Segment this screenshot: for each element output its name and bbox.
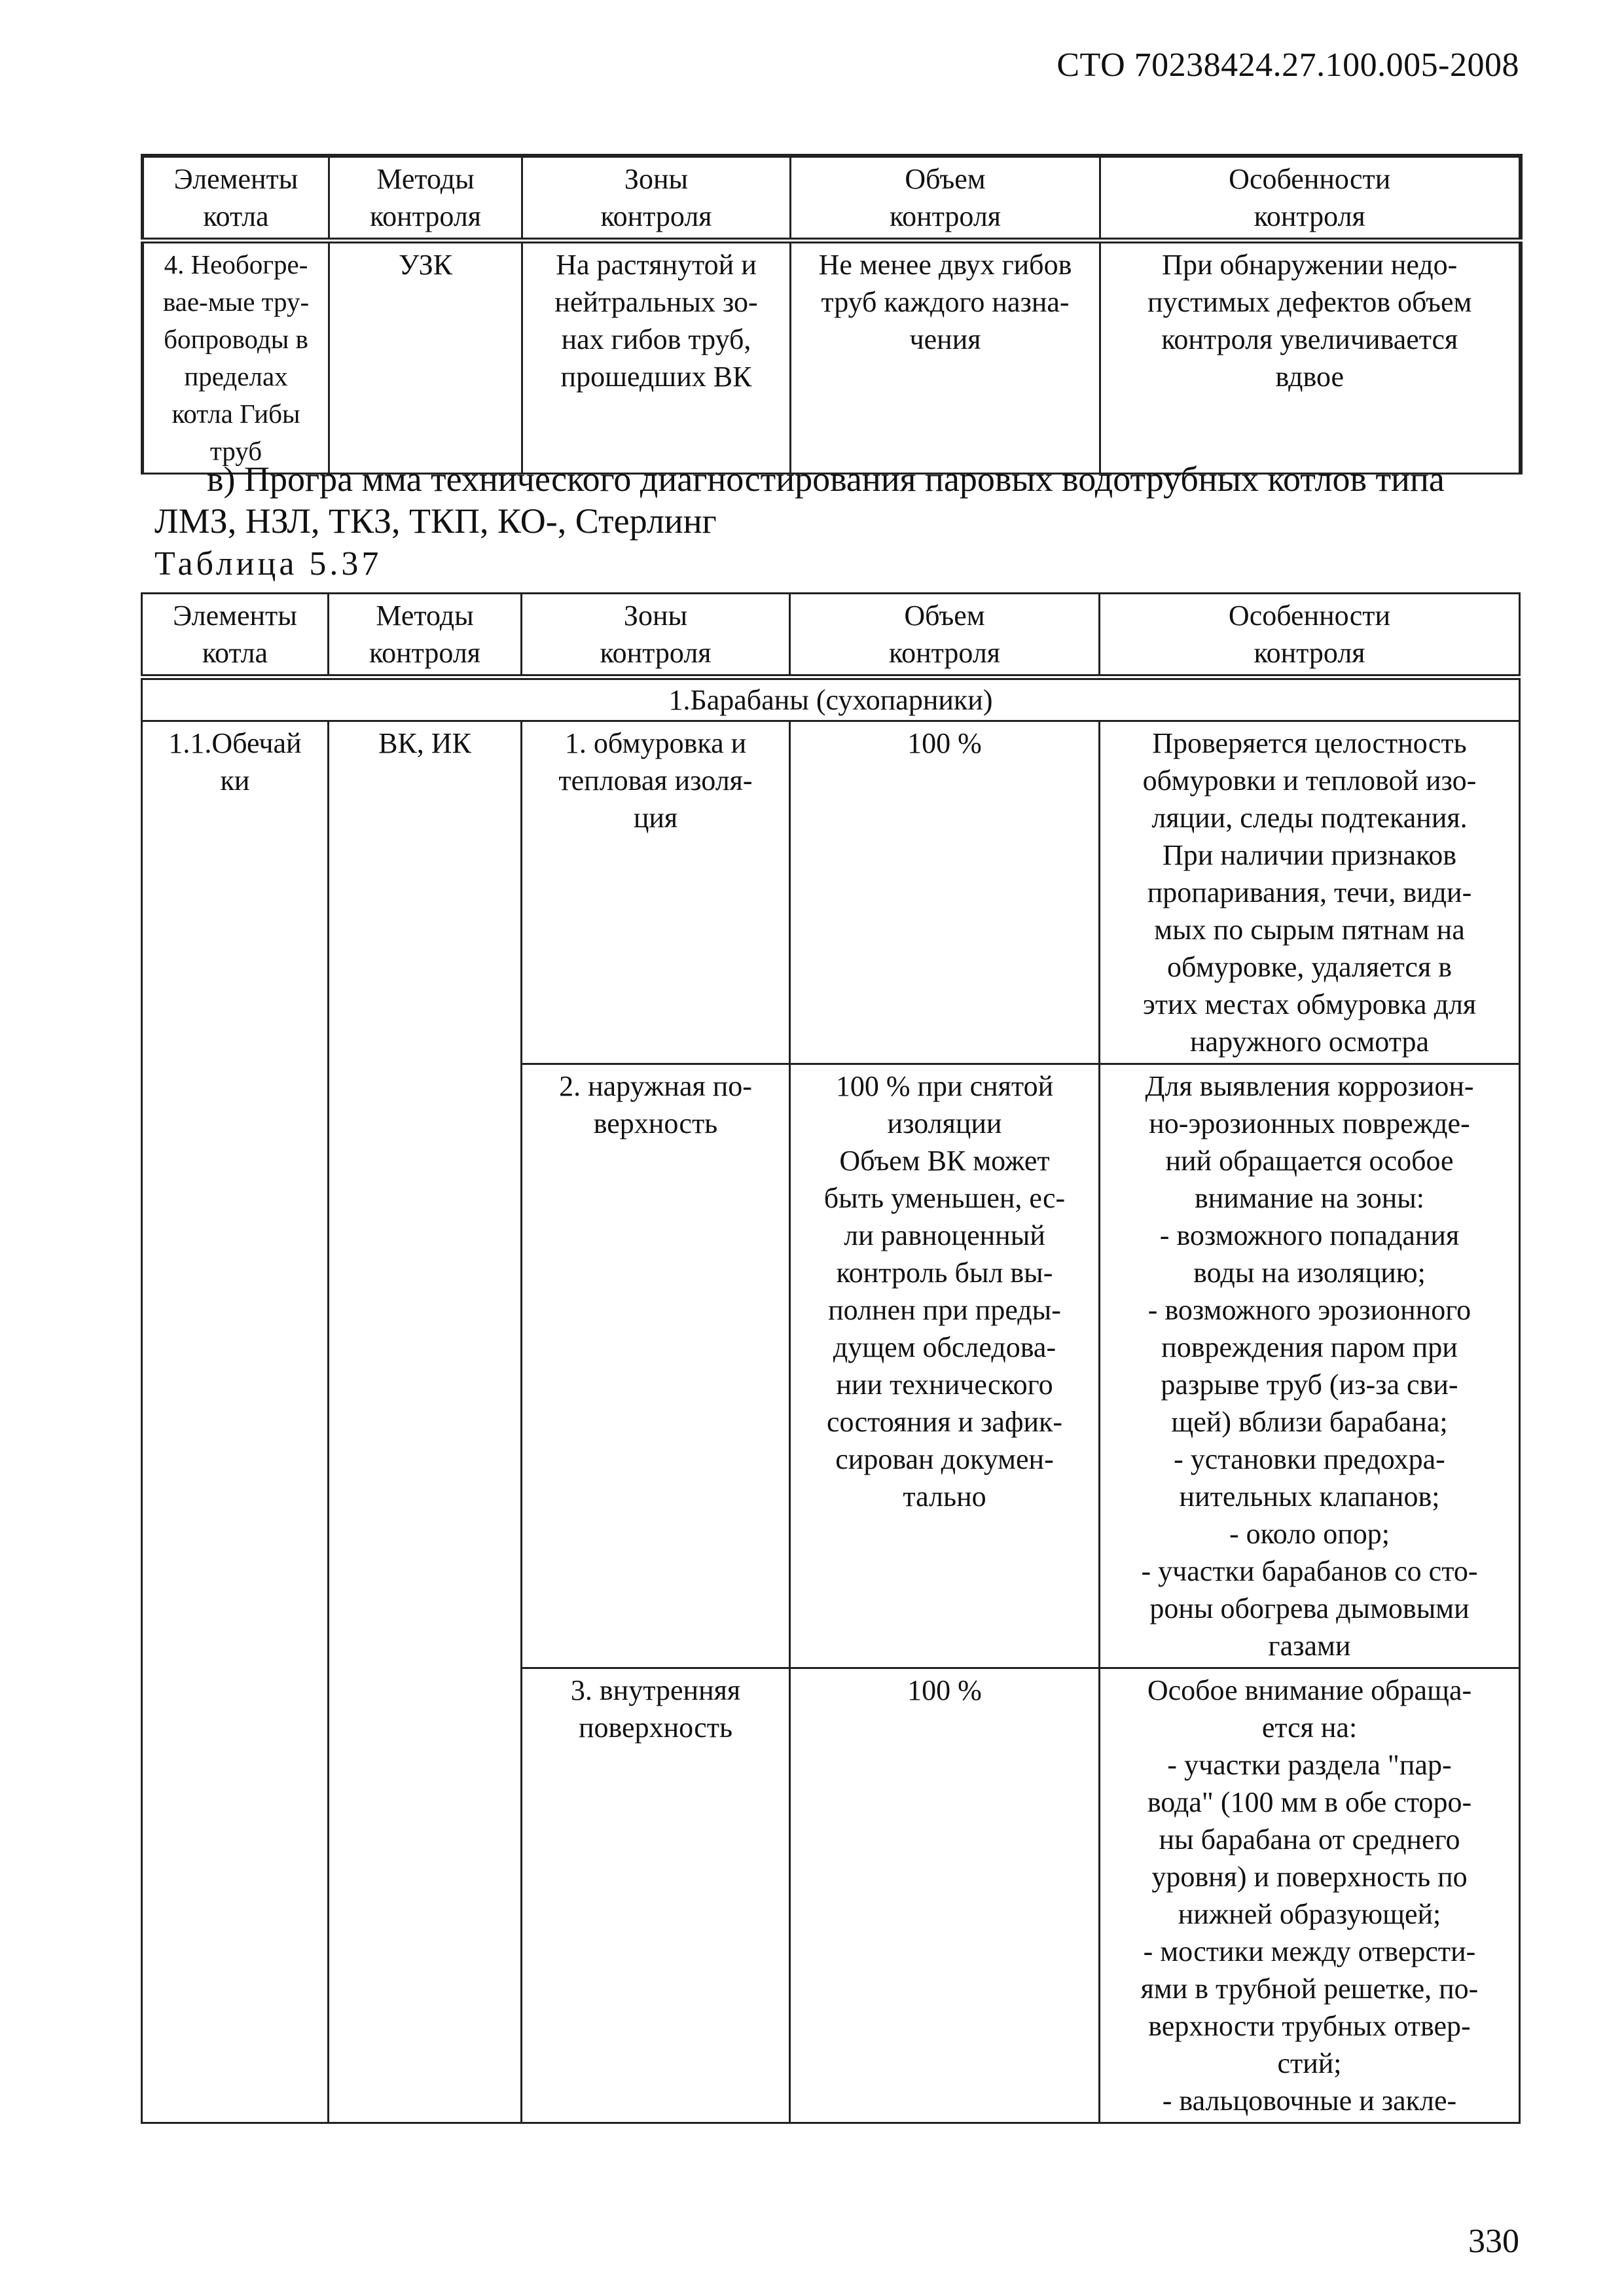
column-header-zones: Зоны контроля	[522, 594, 790, 677]
program-title: в) Програ мма технического диагностирования паровых водотрубных котлов типа ЛМЗ, НЗЛ, ТКЗ, ТКП, КО-, Стерлинг	[154, 459, 1445, 541]
section-row	[142, 677, 1520, 721]
cell-features: При обнаружении недо- пустимых дефектов объем контроля увеличивается вдвое	[1100, 241, 1521, 474]
column-header-zones: Зоны контроля	[522, 156, 791, 241]
cell-zone: 1. обмуровка и тепловая изоля- ция	[522, 721, 790, 1064]
cell-volume: 100 %	[790, 1668, 1100, 2123]
cell-element: 1.1.Обечай ки	[142, 721, 329, 2123]
column-header-volume: Объем контроля	[790, 594, 1100, 677]
column-header-methods: Методы контроля	[329, 594, 522, 677]
document-code: СТО 70238424.27.100.005-2008	[1056, 46, 1519, 84]
cell-volume: Не менее двух гибов труб каждого назна- чения	[791, 241, 1100, 474]
cell-method: УЗК	[329, 241, 522, 474]
column-header-features: Особенности контроля	[1100, 156, 1521, 241]
cell-zone: 3. внутренняя поверхность	[522, 1668, 790, 2123]
page-number: 330	[1468, 2223, 1519, 2260]
drum-diagnostics-table	[141, 592, 1521, 2124]
table-row	[143, 241, 1521, 474]
cell-features: Особое внимание обраща- ется на: - участки раздела "пар- вода" (100 мм в обе сторо- ны барабана от среднего уровня) и поверхность по нижней образующей; - мостики между отверсти- ями в трубной решетке, по- верхности трубных отвер- стий; - вальцовочные и закле-	[1100, 1668, 1520, 2123]
table-row	[142, 721, 1520, 1064]
column-header-features: Особенности контроля	[1100, 594, 1520, 677]
table-header-row	[142, 594, 1520, 677]
cell-zone: 2. наружная по- верхность	[522, 1064, 790, 1668]
section-title: 1.Барабаны (сухопарники)	[142, 677, 1520, 721]
column-header-methods: Методы контроля	[329, 156, 522, 241]
column-header-volume: Объем контроля	[791, 156, 1100, 241]
table-caption: Таблица 5.37	[154, 545, 382, 583]
cell-method: ВК, ИК	[329, 721, 522, 2123]
cell-features: Проверяется целостность обмуровки и тепловой изо- ляции, следы подтекания. При наличии признаков пропаривания, течи, види- мых по сырым пятнам на обмуровке, удаляется в этих местах обмуровка для наружного осмотра	[1100, 721, 1520, 1064]
cell-element: 4. Необогре- вае-мые тру- бопроводы в пределах котла Гибы труб	[143, 241, 329, 474]
boiler-pipes-table	[141, 154, 1523, 475]
column-header-elements: Элементы котла	[143, 156, 329, 241]
cell-zone: На растянутой и нейтральных зо- нах гибов труб, прошедших ВК	[522, 241, 791, 474]
cell-volume: 100 %	[790, 721, 1100, 1064]
table-header-row	[143, 156, 1521, 241]
column-header-elements: Элементы котла	[142, 594, 329, 677]
cell-features: Для выявления коррозион- но-эрозионных поврежде- ний обращается особое внимание на зоны: - возможного попадания воды на изоляцию; - возможного эрозионного повреждения паром при разрыве труб (из-за сви- щей) вблизи барабана; - установки предохра- нительных клапанов; - около опор; - участки барабанов со сто- роны обогрева дымовыми газами	[1100, 1064, 1520, 1668]
cell-volume: 100 % при снятой изоляции Объем ВК может быть уменьшен, ес- ли равноценный контроль был вы- полнен при преды- дущем обследова- нии технического состояния и зафик- сирован докумен- тально	[790, 1064, 1100, 1668]
